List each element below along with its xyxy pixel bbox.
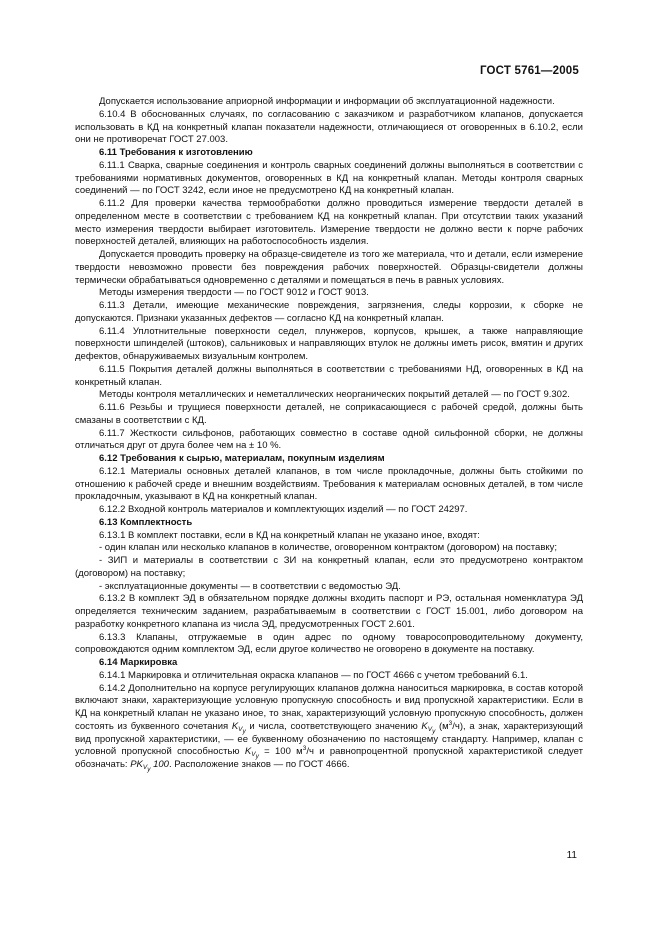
pk-designation: $PK_{V_y}$ 100: [130, 759, 169, 773]
clause-6-11-7: 6.11.7 Жесткости сильфонов, работающих совместно в составе одной сильфонной сборки, не должны отличаться друг от друга более чем на ± 10 %.: [75, 427, 583, 452]
section-6-14-heading: 6.14 Маркировка: [99, 657, 178, 668]
paragraph-apriori: Допускается использование априорной информации и информации об эксплуатационной надежности.: [99, 96, 555, 107]
clause-6-14-2: 6.14.2 Дополнительно на корпусе регулирующих клапанов должна наноситься маркировка, в состав которой включают знаки, характеризующие условную пропускную способность и вид пропускной характеристики. Если в КД на конкретный клапан не указано иное, то знак, характеризующий условную пропускную способность, должен состоять из буквенного сочетания $K_{V_y}$ и числа, соответствующего значению $K_{V_y}$ $(м^3/ч)$, а знак, характеризующий вид пропускной характеристики, — ее буквенному обозначению по настоящему стандарту. Например, клапан с условной пропускной способностью $K_{V_y} = 100$ $м^3/ч$ и равнопроцентной пропускной характеристикой следует обозначать: $PK_{V_y}$ 100. Расположение знаков — по ГОСТ 4666.: [75, 682, 583, 773]
kv-symbol: $K_{V_y}$: [421, 720, 436, 735]
clause-6-12-2: 6.12.2 Входной контроль материалов и комплектующих изделий — по ГОСТ 24297.: [99, 504, 468, 515]
clause-6-14-2-text-6: /ч и равнопроцентной пропускной характеристикой следует обозначать:: [75, 746, 583, 770]
paragraph-coating-methods: Методы контроля металлических и неметаллических неорганических покрытий деталей — по ГОСТ 9.302.: [99, 389, 570, 401]
paragraph-hardness-methods: Методы измерения твердости — по ГОСТ 9012 и ГОСТ 9013.: [99, 287, 369, 299]
document-body: [75, 96, 583, 772]
clause-6-14-2-text-7: . Расположение знаков — по ГОСТ 4666.: [168, 759, 350, 770]
list-item-documents: - эксплуатационные документы — в соответствии с ведомостью ЭД.: [99, 580, 401, 592]
clause-6-11-5: 6.11.5 Покрытия деталей должны выполняться в соответствии с требованиями НД, оговоренных в КД на конкретный клапан.: [75, 363, 583, 388]
clause-6-13-1: 6.13.1 В комплект поставки, если в КД на конкретный клапан не указано иное, входят:: [99, 529, 480, 541]
clause-6-10-4: 6.10.4 В обоснованных случаях, по согласованию с заказчиком и разработчиком клапанов, допускается использовать в КД на конкретный клапан показатели надежности, отличающиеся от оговоренных в 6.10.2, если они не противоречат ГОСТ 27.003.: [75, 108, 583, 146]
clause-6-11-6: 6.11.6 Резьбы и трущиеся поверхности деталей, не соприкасающиеся с рабочей средой, должны быть смазаны в соответствии с КД.: [75, 402, 583, 426]
kv-symbol: $K_{V_y}$: [244, 746, 259, 761]
clause-6-14-2-text-4: /ч), а знак, характеризующий вид пропускной характеристики, — ее буквенному обозначению по настоящему стандарту. Например, клапан с условной пропускной способностью: [75, 720, 583, 758]
clause-6-11-4: 6.11.4 Уплотнительные поверхности седел, плунжеров, корпусов, крышек, а также направляющие поверхности шпинделей (штоков), сальниковых и направляющих втулок не должны иметь рисок, вмятин и других дефектов, обнаруживаемых визуальным контролем.: [75, 325, 583, 362]
page-number: 11: [566, 850, 577, 861]
section-6-11-heading: 6.11 Требования к изготовлению: [99, 147, 253, 158]
section-6-13-heading: 6.13 Комплектность: [99, 516, 193, 528]
clause-6-14-2-text-3: (м: [435, 720, 449, 732]
clause-6-11-3: 6.11.3 Детали, имеющие механические повреждения, загрязнения, следы коррозии, к сборке не допускаются. Признаки указанных дефектов — согласно КД на конкретный клапан.: [75, 300, 583, 324]
clause-6-13-2: 6.13.2 В комплект ЭД в обязательном порядке должны входить паспорт и РЭ, остальная номенклатура ЭД определяется техническим заданием, разрабатываемым в соответствии с ГОСТ 15.001, либо договором на разработку конкретного клапана из числа ЭД, предусмотренных ГОСТ 2.601.: [75, 593, 583, 630]
clause-6-13-3: 6.13.3 Клапаны, отгружаемые в один адрес по одному товаросопроводительному документу, сопровождаются одним комплектом ЭД, если другое количество не оговорено в документе на поставку.: [75, 631, 583, 656]
clause-6-14-2-text-5: = 100 м: [258, 746, 303, 758]
clause-6-14-2-text-1: 6.14.2 Дополнительно на корпусе регулирующих клапанов должна наноситься маркировка, в состав которой включают знаки, характеризующие условную пропускную способность и вид пропускной характеристики. Если в КД на конкретный клапан не указано иное, то знак, характеризующий условную пропускную способность, должен состоять из буквенного сочетания: [75, 682, 583, 732]
paragraph-sample-witness: Допускается проводить проверку на образце-свидетеле из того же материала, что и детали, если измерение твердости невозможно провести без повреждения рабочих поверхностей. Образцы-свидетели должны термически обрабатываться одновременно с деталями и помещаться в печь в равных условиях.: [75, 249, 583, 286]
standard-header: ГОСТ 5761—2005: [479, 65, 579, 77]
list-item-valves: - один клапан или несколько клапанов в количестве, оговоренном контрактом (договором) на поставку;: [99, 542, 558, 554]
clause-6-11-2: 6.11.2 Для проверки качества термообработки должно проводиться измерение твердости деталей в определенном месте в соответствии с требованием КД на конкретный клапан. При отсутствии таких указаний место измерения твердости выбирает изготовитель. Измерение твердости не должно вести к порче рабочих поверхностей деталей, влияющих на работоспособность изделия.: [75, 198, 583, 248]
clause-6-12-1: 6.12.1 Материалы основных деталей клапанов, в том числе прокладочные, должны быть стойкими по отношению к рабочей среде и внешним воздействиям. Требования к материалам основных деталей, в том числе прокладочным, указывают в КД на конкретный клапан.: [75, 465, 583, 503]
kv-symbol: $K_{V_y}$: [231, 720, 246, 735]
section-6-12-heading: 6.12 Требования к сырью, материалам, покупным изделиям: [99, 453, 385, 464]
clause-6-14-2-text-2: и числа, соответствующего значению: [245, 720, 422, 732]
list-item-spare-parts: - ЗИП и материалы в соответствии с ЗИ на конкретный клапан, если это предусмотрено контрактом (договором) на поставку;: [75, 555, 583, 579]
clause-6-11-1: 6.11.1 Сварка, сварные соединения и контроль сварных соединений должны выполняться в соответствии с требованиями нормативных документов, оговоренных в КД на конкретный клапан. Методы контроля сварных соединений — по ГОСТ 3242, если иное не предусмотрено КД на конкретный клапан.: [75, 159, 583, 197]
clause-6-14-1: 6.14.1 Маркировка и отличительная окраска клапанов — по ГОСТ 4666 с учетом требований 6.1.: [99, 669, 528, 681]
